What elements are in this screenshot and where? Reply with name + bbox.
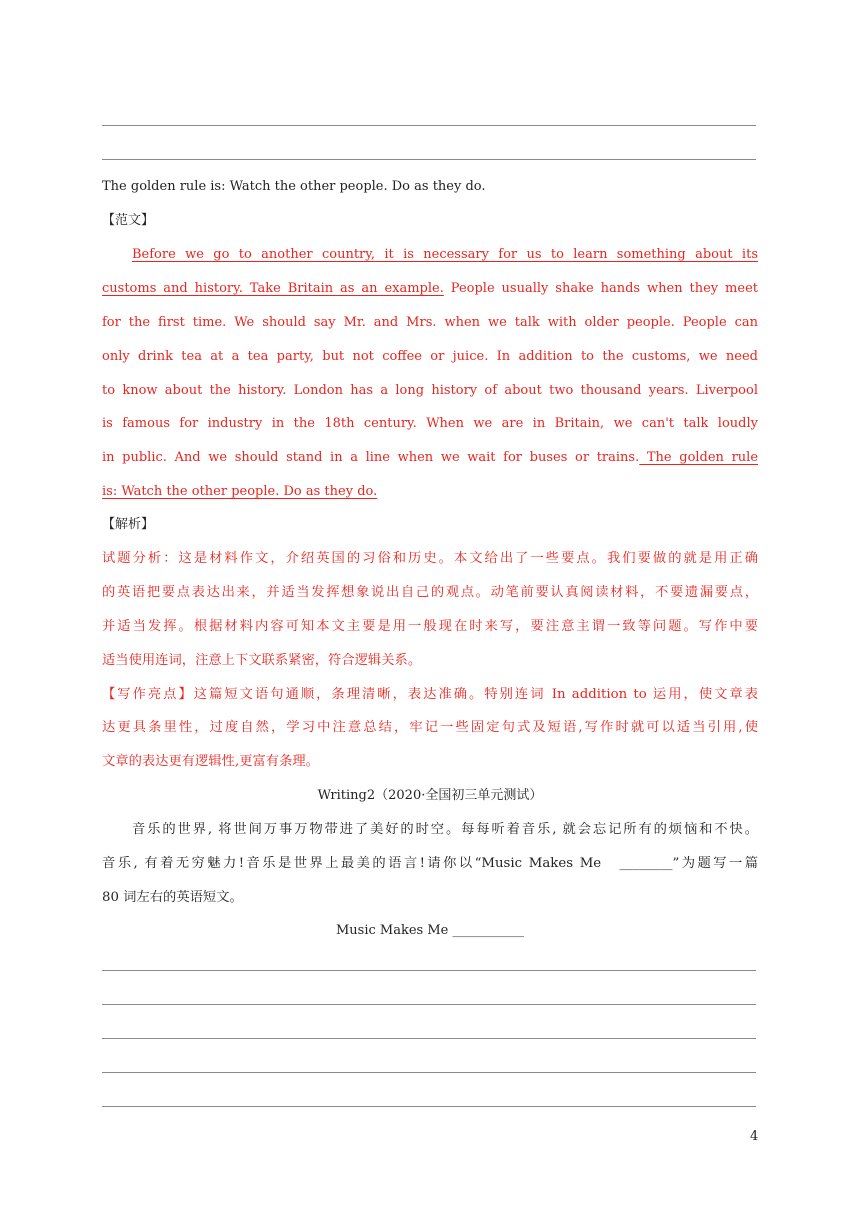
answer-line [102, 1072, 756, 1073]
highlights-label: 【写作亮点】 [102, 687, 194, 702]
highlights-line [102, 685, 758, 705]
essay-text: People usually shake hands when they meet [443, 281, 758, 296]
writing2-prompt-line: 音乐, 有着无穷魅力!音乐是世界上最美的语言!请你以“Music Makes Me ________”为题写一篇 [102, 856, 758, 871]
answer-line [102, 159, 756, 160]
answer-line [102, 1038, 756, 1039]
highlights-text: 这篇短文语句通顺，条理清晰，表达准确。特别连词 In addition to 运用，使文章表 [193, 687, 758, 702]
essay-underlined: Before we go to another country, it is necessary for us to learn something about its [132, 247, 758, 262]
analysis-line: 的英语把要点表达出来，并适当发挥想象说出自己的观点。动笔前要认真阅读材料，不要遗漏要点， [102, 585, 758, 600]
answer-line [102, 1004, 756, 1005]
writing2-title: Writing2（2020·全国初三单元测试） [317, 788, 543, 803]
analysis-line: 试题分析：这是材料作文，介绍英国的习俗和历史。本文给出了一些要点。我们要做的就是用正确 [102, 551, 758, 566]
essay-title: Music Makes Me ___________ [336, 923, 524, 938]
essay-text: only drink tea at a tea party, but not coffee or juice. In addition to the customs, we need [102, 349, 758, 364]
highlights-line: 文章的表达更有逻辑性,更富有条理。 [102, 754, 319, 769]
essay-line [102, 381, 758, 401]
analysis-heading: 【解析】 [102, 517, 155, 532]
golden-rule-text: The golden rule is: Watch the other people. Do as they do. [102, 179, 486, 194]
essay-underlined: customs and history. Take Britain as an example. [102, 281, 444, 296]
answer-line [102, 1106, 756, 1107]
essay-line [102, 448, 758, 468]
essay-line [132, 245, 758, 265]
writing2-prompt-line: 音乐的世界, 将世间万事万物带进了美好的时空。每每听着音乐, 就会忘记所有的烦恼和不快。 [132, 822, 758, 837]
answer-line [102, 125, 756, 126]
essay-text: to know about the history. London has a long history of about two thousand years. Liverpool [102, 383, 758, 398]
model-essay-heading: 【范文】 [102, 213, 155, 228]
essay-line [102, 482, 758, 502]
essay-line [102, 347, 758, 367]
essay-underlined: is: Watch the other people. Do as they do. [102, 484, 378, 499]
essay-line [102, 313, 758, 333]
essay-text: in public. And we should stand in a line when we wait for buses or trains. [102, 450, 640, 465]
analysis-line: 并适当发挥。根据材料内容可知本文主要是用一般现在时来写，要注意主谓一致等问题。写作中要 [102, 619, 758, 634]
page-number: 4 [750, 1129, 759, 1144]
essay-text: is famous for industry in the 18th century. When we are in Britain, we can't talk loudly [102, 416, 758, 431]
essay-line [102, 279, 758, 299]
essay-text: for the first time. We should say Mr. and Mrs. when we talk with older people. People can [102, 315, 758, 330]
essay-underlined: The golden rule [639, 450, 759, 465]
analysis-line: 适当使用连词，注意上下文联系紧密，符合逻辑关系。 [102, 653, 422, 668]
writing2-prompt-line: 80 词左右的英语短文。 [102, 890, 243, 905]
answer-line [102, 970, 756, 971]
highlights-line: 达更具条里性，过度自然，学习中注意总结，牢记一些固定句式及短语,写作时就可以适当引用,使 [102, 720, 758, 735]
essay-line [102, 414, 758, 434]
